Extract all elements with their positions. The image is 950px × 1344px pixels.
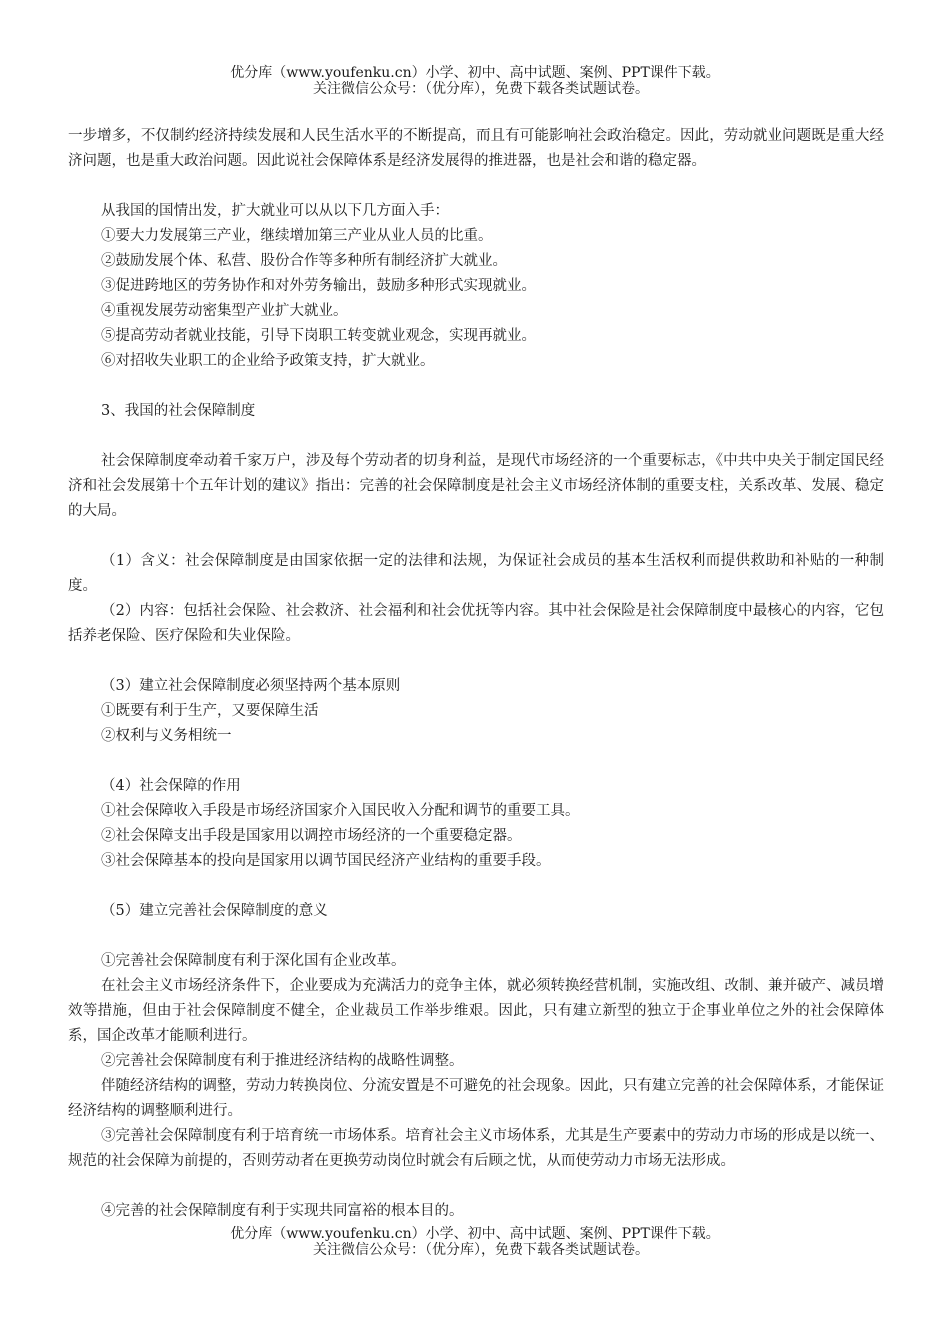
- employment-intro: 从我国的国情出发，扩大就业可以从以下几方面入手：: [101, 203, 449, 219]
- employment-item: ②鼓励发展个体、私营、股份合作等多种所有制经济扩大就业。: [101, 253, 507, 269]
- roles-heading: （4）社会保障的作用: [101, 778, 241, 794]
- spacer: [68, 374, 884, 399]
- significance-1-text: 在社会主义市场经济条件下，企业要成为充满活力的竞争主体，就必须转换经营机制，实施改组、改制、兼并破产、减员增效等措施，但由于社会保障制度不健全，企业裁员工作举步维艰。因此，只有建立新型的独立于企事业单位之外的社会保障体系，国企改革才能顺利进行。: [68, 978, 884, 1044]
- footer-line-2: 关注微信公众号：（优分库），免费下载各类试题试卷。: [313, 1242, 649, 1258]
- employment-item: ③促进跨地区的劳务协作和对外劳务输出，鼓励多种形式实现就业。: [101, 278, 536, 294]
- section-3-intro: 社会保障制度牵动着千家万户，涉及每个劳动者的切身利益，是现代市场经济的一个重要标志，《中共中央关于制定国民经济和社会发展第十个五年计划的建议》指出：完善的社会保障制度是社会主义市场经济体制的重要支柱，关系改革、发展、稳定的大局。: [68, 453, 884, 519]
- principle-item: ①既要有利于生产，又要保障生活: [101, 703, 319, 719]
- principles-heading: （3）建立社会保障制度必须坚持两个基本原则: [101, 678, 401, 694]
- document-body: [68, 124, 884, 1224]
- spacer: [68, 524, 884, 549]
- spacer: [68, 924, 884, 949]
- header-line-2: 关注微信公众号：（优分库），免费下载各类试题试卷。: [313, 81, 649, 97]
- section-3-heading: 3、我国的社会保障制度: [101, 403, 256, 419]
- header-line-1: 优分库（www.youfenku.cn）小学、初中、高中试题、案例、PPT课件下载。: [230, 65, 720, 81]
- employment-item: ①要大力发展第三产业，继续增加第三产业从业人员的比重。: [101, 228, 493, 244]
- footer-line-1: 优分库（www.youfenku.cn）小学、初中、高中试题、案例、PPT课件下载。: [230, 1226, 720, 1242]
- spacer: [68, 749, 884, 774]
- significance-4-title: ④完善的社会保障制度有利于实现共同富裕的根本目的。: [101, 1203, 464, 1219]
- spacer: [68, 649, 884, 674]
- role-item: ①社会保障收入手段是市场经济国家介入国民收入分配和调节的重要工具。: [101, 803, 580, 819]
- page-header: [0, 65, 950, 97]
- significance-heading: （5）建立完善社会保障制度的意义: [101, 903, 328, 919]
- paragraph-continuation: 一步增多，不仅制约经济持续发展和人民生活水平的不断提高，而且有可能影响社会政治稳定。因此，劳动就业问题既是重大经济问题，也是重大政治问题。因此说社会保障体系是经济发展得的推进器，也是社会和谐的稳定器。: [68, 128, 884, 169]
- role-item: ③社会保障基本的投向是国家用以调节国民经济产业结构的重要手段。: [101, 853, 551, 869]
- definition-paragraph: （1）含义：社会保障制度是由国家依据一定的法律和法规，为保证社会成员的基本生活权利而提供救助和补贴的一种制度。: [68, 553, 884, 594]
- spacer: [68, 174, 884, 199]
- significance-2-title: ②完善社会保障制度有利于推进经济结构的战略性调整。: [101, 1053, 464, 1069]
- employment-item: ④重视发展劳动密集型产业扩大就业。: [101, 303, 348, 319]
- spacer: [68, 424, 884, 449]
- significance-1-title: ①完善社会保障制度有利于深化国有企业改革。: [101, 953, 406, 969]
- employment-item: ⑤提高劳动者就业技能，引导下岗职工转变就业观念，实现再就业。: [101, 328, 536, 344]
- spacer: [68, 874, 884, 899]
- content-paragraph: （2）内容：包括社会保险、社会救济、社会福利和社会优抚等内容。其中社会保险是社会保障制度中最核心的内容，它包括养老保险、医疗保险和失业保险。: [68, 603, 884, 644]
- principle-item: ②权利与义务相统一: [101, 728, 232, 744]
- role-item: ②社会保障支出手段是国家用以调控市场经济的一个重要稳定器。: [101, 828, 522, 844]
- page-footer: [0, 1226, 950, 1258]
- spacer: [68, 1174, 884, 1199]
- significance-2-text: 伴随经济结构的调整，劳动力转换岗位、分流安置是不可避免的社会现象。因此，只有建立完善的社会保障体系，才能保证经济结构的调整顺利进行。: [68, 1078, 884, 1119]
- significance-3-text: ③完善社会保障制度有利于培育统一市场体系。培育社会主义市场体系，尤其是生产要素中的劳动力市场的形成是以统一、规范的社会保障为前提的，否则劳动者在更换劳动岗位时就会有后顾之忧，从而使劳动力市场无法形成。: [68, 1128, 884, 1169]
- employment-item: ⑥对招收失业职工的企业给予政策支持，扩大就业。: [101, 353, 435, 369]
